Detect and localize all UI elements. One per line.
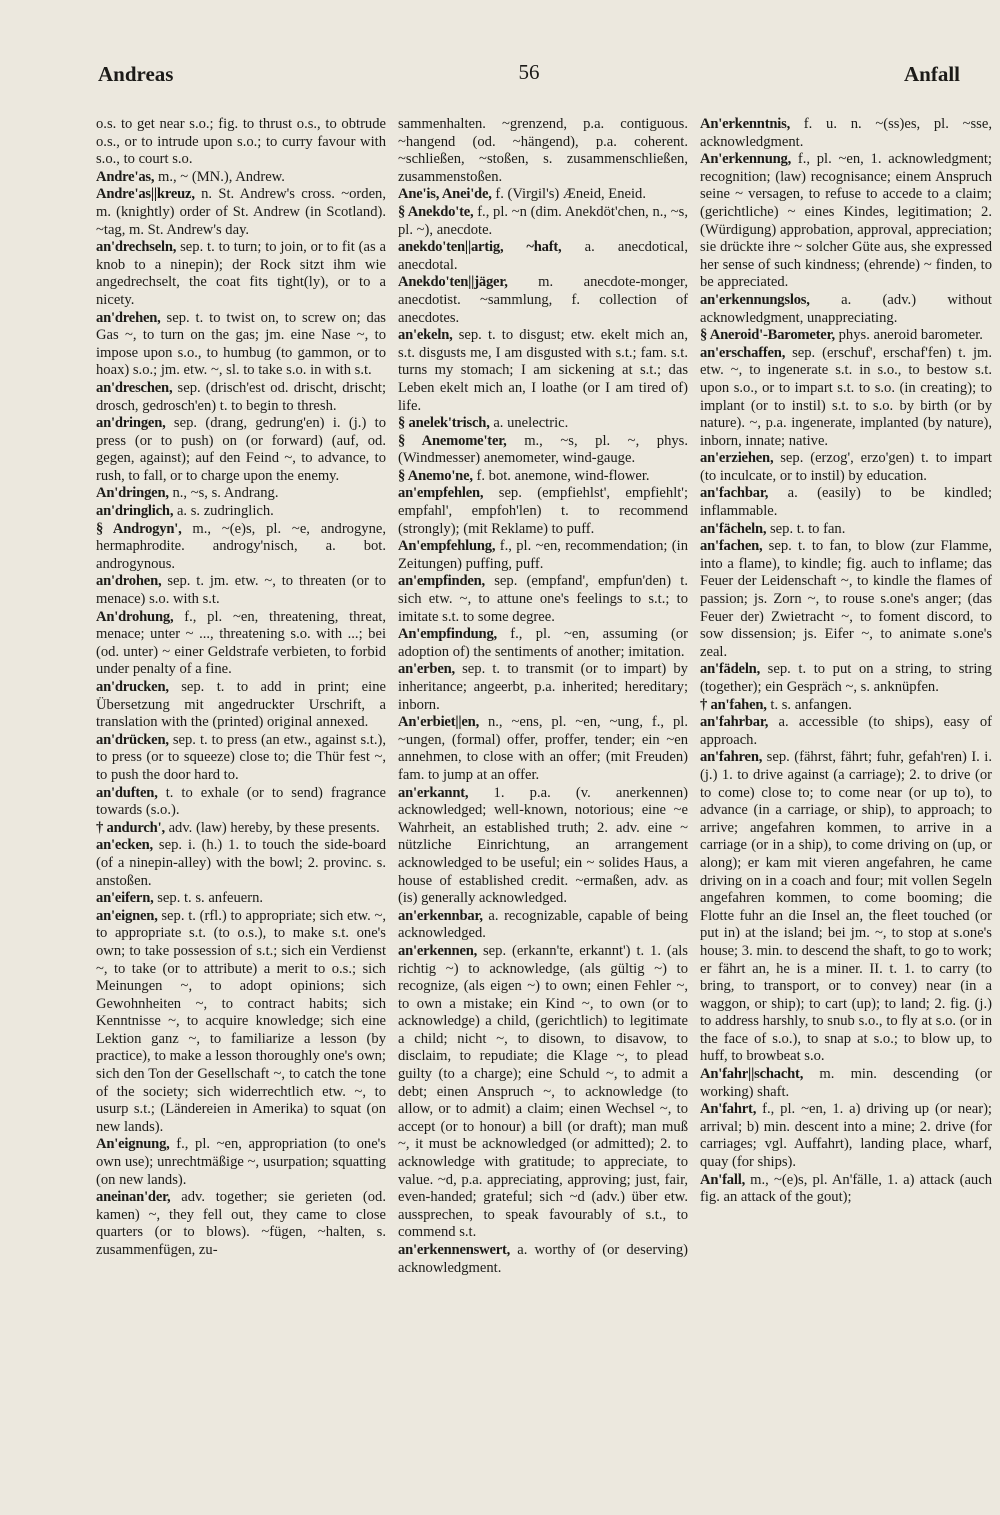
entry-definition: sammenhalten. ~grenzend, p.a. contiguous. ~hangend (od. ~hängend), p.a. coherent. ~schließen, ~stoßen, s. zusammenschließen, zusammenstoßen. xyxy=(398,116,688,185)
dictionary-entry xyxy=(96,609,386,679)
entry-headword: An'dringen, xyxy=(96,485,169,502)
entry-definition: f. bot. anemone, wind-flower. xyxy=(476,467,650,484)
entry-definition: sep. t. (rfl.) to appropriate; sich etw. ~, to appropriate s.t. (to o.s.), to make s.t. one's own; to take possession of s.t.; sich ein Verdienst ~, to take (or to attribute) a merit to o.s.; sich Meinungen ~, to adopt opinions; sich Gewohnheiten ~, to contract habits; sich Kenntnisse ~, to acquire knowledge; sich eine Lektion ganz ~, to familiarize a lesson (by practice), to make a lesson thoroughly one's own; sich den Ton der Gesellschaft ~, to catch the tone of the society; sich widerrechtlich etw. ~, to usurp s.t.; (Ländereien in Amerika) to squat (on new lands). xyxy=(96,907,386,1135)
entry-definition: a. s. zudringlich. xyxy=(176,503,274,520)
dictionary-entry xyxy=(398,204,688,239)
entry-definition: f., pl. ~n (dim. Anekdöt'chen, n., ~s, pl. ~), anecdote. xyxy=(398,203,688,238)
dictionary-entry xyxy=(398,626,688,661)
entry-definition: f., pl. ~en, 1. acknowledgment; recognition; (law) recognisance; einem Anspruch seine ~ versagen, to refuse to accede to a claim; (gerichtliche) ~ eines Kindes, legitimation; 2. (Würdigung) approbation, approval, appreciation; sie drückte ihre ~ solcher Güte aus, she expressed her sense of such kindness; (ehrende) ~ finden, to be appreciated. xyxy=(700,151,992,291)
entry-definition: sep. t. to twist on, to screw on; das Gas ~, to turn on the gas; jm. eine Nase ~, to impose upon s.o., to humbug (to gammon, or to hoax) s.o.; jm. etw. ~, sl. to take s.o. in with s.t. xyxy=(96,309,386,379)
entry-headword: an'fachen, xyxy=(700,538,763,555)
entry-definition: a. recognizable, capable of being acknowledged. xyxy=(398,907,688,942)
entry-headword: An'drohung, xyxy=(96,608,174,625)
entry-headword: anekdo'ten||artig, ~haft, xyxy=(398,239,562,256)
dictionary-entry xyxy=(398,239,688,274)
entry-definition: sep. (fährst, fährt; fuhr, gefah'ren) I. i. (j.) 1. to drive against (a carriage); 2. to drive (or to come) close to; to come near (or up to), to advance (in a carriage, or ship), to approach; to arrive; angefahren kommen, to arrive in a carriage (or in a ship), to come driving on (up, or along); er kam mit vieren angefahren, he came driving on in a coach and four; mit vollen Segeln angefahren kommen, to come booming; die Flotte fuhr an die Insel an, the fleet touched (or put in) at the island; bei jm. ~, to stop at s.one's house; 3. min. to descend the shaft, to go to work; er fährt an, he is a miner. II. t. 1. to carry (to bring, to transport, or to convey) near (in a waggon, or ship); to cart (up); to land; 2. fig. (j.) to address harshly, to snub s.o., to fly at s.o. (or in the face of s.o.), to snap at s.o.; to blow up, to huff, to browbeat s.o. xyxy=(700,749,992,1065)
entry-definition: sep. t. to turn; to join, or to fit (as a knob to a ninepin); der Rock sitzt ihm wie angedrechselt, the coat fits tight(ly), or to a nicety. xyxy=(96,239,386,308)
entry-definition: sep. t. to fan, to blow (zur Flamme, into a flame), to kindle; fig. auch to inflame; das Feuer der Leidenschaft ~, to kindle the flames of passion; js. Zorn ~, to rouse s.one's anger; (das Feuer der) Zwietracht ~, to foment discord, to sow dissension; js. Eifer ~, to animate s.one's zeal. xyxy=(700,538,992,660)
dictionary-entry xyxy=(700,450,992,485)
dictionary-entry xyxy=(96,837,386,890)
entry-definition: a. (adv.) without acknowledgment, unappreciating. xyxy=(700,291,992,326)
dictionary-entry xyxy=(398,573,688,626)
dictionary-entry xyxy=(398,1242,688,1277)
entry-definition: a. unelectric. xyxy=(493,415,569,432)
entry-definition: a. accessible (to ships), easy of approach. xyxy=(700,714,992,748)
dictionary-entry xyxy=(700,538,992,661)
dictionary-entry xyxy=(700,661,992,696)
entry-headword: § Aneroid'-Barometer, xyxy=(700,327,835,344)
dictionary-entry xyxy=(398,485,688,538)
dictionary-entry xyxy=(700,345,992,451)
entry-definition: sep. t. to transmit (or to impart) by inheritance; angeerbt, p.a. inherited; hereditary; inborn. xyxy=(398,661,688,713)
entry-definition: sep. t. to add in print; eine Übersetzung mit angedruckter Urschrift, a translation with the (printed) original annexed. xyxy=(96,679,386,731)
dictionary-entry xyxy=(700,116,992,151)
dictionary-entry xyxy=(96,503,386,521)
entry-headword: an'dringen, xyxy=(96,415,166,432)
entry-definition: m., ~(e)s, pl. An'fälle, 1. a) attack (auch fig. an attack of the gout); xyxy=(700,1171,992,1206)
entry-definition: phys. aneroid barometer. xyxy=(838,327,983,344)
entry-headword: an'erschaffen, xyxy=(700,344,786,361)
entry-headword: † andurch', xyxy=(96,819,165,836)
page-header xyxy=(98,60,960,94)
entry-definition: m., ~s, pl. ~, phys. (Windmesser) anemometer, wind-gauge. xyxy=(398,432,688,467)
entry-definition: sep. i. (h.) 1. to touch the side-board (of a ninepin-alley) with the bowl; 2. provinc. s. anstoßen. xyxy=(96,837,387,889)
dictionary-entry xyxy=(700,749,992,1066)
entry-definition: sep. (erzog', erzo'gen) t. to impart (to inculcate, or to instil) by education. xyxy=(700,450,992,484)
dictionary-entry xyxy=(96,785,386,820)
entry-headword: Andre'as, xyxy=(96,168,155,185)
entry-definition: sep. t. to fan. xyxy=(769,520,846,537)
entry-headword: an'erkennen, xyxy=(398,942,478,959)
entry-definition: f. (Virgil's) Æneid, Eneid. xyxy=(495,186,646,203)
dictionary-entry xyxy=(96,732,386,785)
entry-definition: f., pl. ~en, threatening, threat, menace; unter ~ ..., threatening s.o. with ...; bei (od. unter) ~ einer Geldstrafe verbieten, to forbid under penalty of a fine. xyxy=(96,608,387,678)
entry-headword: aneinan'der, xyxy=(96,1189,171,1206)
entry-headword: an'drehen, xyxy=(96,309,161,326)
entry-headword: an'fächeln, xyxy=(700,520,767,537)
dictionary-entry xyxy=(700,485,992,520)
entry-headword: an'eignen, xyxy=(96,907,158,924)
entry-definition: f., pl. ~en, 1. a) driving up (or near); arrival; b) min. descent into a mine; 2. drive (for carriages; vgl. Auffahrt), landing place, wharf, quay (for ships). xyxy=(700,1101,992,1171)
entry-definition: sep. t. to press (an etw., against s.t.), to press (or to squeeze) close to; die Thür fest ~, to push the door hard to. xyxy=(96,731,386,783)
entry-definition: t. s. anfangen. xyxy=(770,696,852,713)
entry-headword: § Anekdo'te, xyxy=(398,203,474,220)
entry-definition: sep. (erkann'te, erkannt') t. 1. (als richtig ~) to acknowledge, (als gültig ~) to recognize, (als eigen ~) to own; einen Fehler ~, to own a mistake; ein Kind ~, to own (or to acknowledge) a child, (gerichtlich) to legitimate a child; nicht ~, to disown, to disavow, to disclaim, to repudiate; die Klage ~, to plead guilty (to a charge); eine Schuld ~, to admit a debt; einen Anspruch ~, to acknowledge (to allow, or to admit) a claim; einen Wechsel ~, to accept (or to honour) a bill (or draft); man muß ~, it must be acknowledged (or admitted); 2. to acknowledge with gratitude; to appreciate, to value. ~d, p.a. appreciating, approving; just, fair, even-handed; grateful; sich ~d (adv.) über etw. aussprechen, to speak favourably of s.t., to commend s.t. xyxy=(398,942,688,1241)
dictionary-entry xyxy=(700,292,992,327)
entry-definition: a. worthy of (or deserving) acknowledgment. xyxy=(398,1242,688,1276)
dictionary-entry xyxy=(398,468,688,486)
dictionary-entry xyxy=(700,697,992,715)
dictionary-entry xyxy=(96,380,386,415)
column-3 xyxy=(700,116,992,1207)
dictionary-entry xyxy=(96,485,386,503)
entry-definition: n., ~ens, pl. ~en, ~ung, f., pl. ~ungen, (formal) offer, proffer, tender; ein ~en annehmen, to close with an offer; (mit Freuden) fam. to jump at an offer. xyxy=(398,714,688,783)
entry-definition: adv. (law) hereby, by these presents. xyxy=(168,819,380,836)
entry-headword: An'eignung, xyxy=(96,1136,170,1153)
entry-definition: a. (easily) to be kindled; inflammable. xyxy=(700,485,992,520)
dictionary-entry xyxy=(96,169,386,187)
dictionary-entry xyxy=(398,908,688,943)
entry-headword: an'empfehlen, xyxy=(398,485,484,502)
entry-headword: An'empfehlung, xyxy=(398,538,496,555)
dictionary-entry xyxy=(398,943,688,1242)
dictionary-entry xyxy=(700,521,992,539)
entry-headword: an'erben, xyxy=(398,661,455,678)
entry-headword: § Anemo'ne, xyxy=(398,467,473,484)
entry-headword: † an'fahen, xyxy=(700,696,767,713)
entry-definition: f., pl. ~en, appropriation (to one's own use); unrechtmäßige ~, usurpation; squatting (on new lands). xyxy=(96,1136,386,1188)
dictionary-entry xyxy=(96,820,386,838)
entry-headword: An'erbiet||en, xyxy=(398,714,480,731)
entry-headword: an'drechseln, xyxy=(96,239,177,256)
entry-definition: f., pl. ~en, assuming (or adoption of) the sentiments of another; imitation. xyxy=(398,626,688,660)
entry-headword: An'fahr||schacht, xyxy=(700,1066,804,1083)
entry-definition: m., ~(e)s, pl. ~e, androgyne, hermaphrodite. androgy'nisch, a. bot. androgynous. xyxy=(96,520,386,572)
entry-headword: an'fachbar, xyxy=(700,485,769,502)
entry-headword: an'dringlich, xyxy=(96,503,174,520)
dictionary-entry xyxy=(700,1101,992,1171)
entry-definition: f., pl. ~en, recommendation; (in Zeitungen) puffing, puff. xyxy=(398,538,688,572)
dictionary-entry xyxy=(96,186,386,239)
page-number: 56 xyxy=(518,60,540,84)
dictionary-entry xyxy=(96,310,386,380)
entry-headword: an'erkennungslos, xyxy=(700,291,810,308)
entry-headword: an'ekeln, xyxy=(398,327,453,344)
right-guideword: Anfall xyxy=(903,62,960,86)
entry-definition: f. u. n. ~(ss)es, pl. ~sse, acknowledgment. xyxy=(700,116,992,150)
dictionary-entry xyxy=(398,714,688,784)
entry-definition: sep. t. to put on a string, to string (together); ein Gespräch ~, s. anknüpfen. xyxy=(700,661,992,695)
dictionary-entry xyxy=(700,1172,992,1207)
entry-definition: sep. t. jm. etw. ~, to threaten (or to menace) s.o. with s.t. xyxy=(96,573,387,608)
entry-definition: sep. (empfiehlst', empfiehlt'; empfahl', empfoh'len) t. to recommend (strongly); (mit Reklame) to puff. xyxy=(398,485,688,537)
left-guideword: Andreas xyxy=(98,62,174,86)
entry-headword: an'fahrbar, xyxy=(700,714,769,731)
dictionary-entry xyxy=(398,538,688,573)
dictionary-entry xyxy=(398,785,688,908)
entry-headword: § Anemome'ter, xyxy=(398,432,507,449)
entry-headword: § Androgyn', xyxy=(96,520,182,537)
dictionary-entry xyxy=(398,661,688,714)
entry-headword: an'fahren, xyxy=(700,749,763,766)
dictionary-entry xyxy=(398,116,688,186)
entry-definition: o.s. to get near s.o.; fig. to thrust o.s., to obtrude o.s., or to intrude upon s.o.; to curry favour with s.o., to court s.o. xyxy=(96,116,386,168)
entry-definition: sep. (empfand', empfun'den) t. sich etw. ~, to attune one's feelings to s.t.; to imitate s.t. to some degree. xyxy=(398,573,688,625)
entry-definition: 1. p.a. (v. anerkennen) acknowledged; well-known, notorious; eine ~e Wahrheit, an established truth; 2. adv. eine ~ nützliche Einrichtung, an arrangement acknowledged to be useful; ein ~ solides Haus, a house of established credit. ~ermaßen, adv. as (is) generally acknowledged. xyxy=(398,784,688,907)
entry-headword: an'drohen, xyxy=(96,573,162,590)
entry-headword: an'empfinden, xyxy=(398,573,486,590)
dictionary-entry xyxy=(700,151,992,292)
entry-definition: sep. (drang, gedrung'en) i. (j.) to press (or to push) on (or forward) (auf, od. gegen, against); auf den Feind ~, to advance, to rush, to fall, or to charge upon the enemy. xyxy=(96,415,386,484)
entry-definition: n. St. Andrew's cross. ~orden, m. (knightly) order of St. Andrew (in Scotland). ~tag, m. St. Andrew's day. xyxy=(96,186,386,238)
dictionary-entry xyxy=(96,116,386,169)
entry-headword: an'duften, xyxy=(96,784,158,801)
dictionary-entry xyxy=(96,890,386,908)
dictionary-entry xyxy=(96,908,386,1137)
dictionary-columns xyxy=(96,116,992,1496)
dictionary-entry xyxy=(398,327,688,415)
dictionary-entry xyxy=(96,573,386,608)
dictionary-entry xyxy=(96,415,386,485)
entry-definition: sep. t. to disgust; etw. ekelt mich an, s.t. disgusts me, I am disgusted with s.t.; fam. s.t. turns my stomach; I am sickening at s.t.; das Leben ekelt mich an, I loathe (or I am tired of) life. xyxy=(398,327,688,414)
entry-headword: an'erkannt, xyxy=(398,784,469,801)
dictionary-entry xyxy=(398,415,688,433)
entry-headword: Ane'is, Anei'de, xyxy=(398,186,492,203)
entry-definition: a. anecdotical, anecdotal. xyxy=(398,239,688,273)
dictionary-entry xyxy=(700,714,992,749)
dictionary-entry xyxy=(398,186,688,204)
entry-headword: an'eifern, xyxy=(96,890,154,907)
entry-definition: sep. t. s. anfeuern. xyxy=(157,890,264,907)
entry-headword: Anekdo'ten||jäger, xyxy=(398,274,508,291)
entry-definition: m. anecdote-monger, anecdotist. ~sammlung, f. collection of anecdotes. xyxy=(398,274,688,326)
column-1 xyxy=(96,116,386,1260)
entry-headword: An'erkennung, xyxy=(700,151,792,168)
entry-definition: m., ~ (MN.), Andrew. xyxy=(158,168,285,185)
entry-headword: an'erziehen, xyxy=(700,450,774,467)
dictionary-entry xyxy=(96,239,386,309)
entry-definition: t. to exhale (or to send) fragrance towards (s.o.). xyxy=(96,784,386,819)
entry-headword: An'fall, xyxy=(700,1171,746,1188)
entry-definition: sep. (erschuf', erschaf'fen) t. jm. etw. ~, to ingenerate s.t. in s.o., to bestow s.t. upon s.o., or to impart s.t. to s.o. (in creating); to implant (or to instil) s.t. to s.o. by birth (or by nature). ~, p.a. ingenerate, implanted (by nature), inborn, innate; native. xyxy=(700,344,992,449)
entry-definition: n., ~s, s. Andrang. xyxy=(172,485,279,502)
entry-definition: adv. together; sie gerieten (od. kamen) ~, they fell out, they came to close quarters (or to blows). ~fügen, ~halten, s. zusammenfügen, zu- xyxy=(96,1189,387,1258)
dictionary-entry xyxy=(96,1189,386,1259)
dictionary-entry xyxy=(700,327,992,345)
entry-headword: an'erkennenswert, xyxy=(398,1242,511,1258)
dictionary-entry xyxy=(398,433,688,468)
entry-headword: an'dreschen, xyxy=(96,379,173,396)
dictionary-entry xyxy=(96,679,386,732)
entry-headword: an'drücken, xyxy=(96,731,169,748)
dictionary-entry xyxy=(96,521,386,574)
entry-headword: an'drucken, xyxy=(96,679,169,695)
entry-headword: an'fädeln, xyxy=(700,661,761,678)
dictionary-entry xyxy=(398,274,688,327)
entry-headword: an'erkennbar, xyxy=(398,907,483,924)
column-2 xyxy=(398,116,688,1277)
entry-headword: An'fahrt, xyxy=(700,1101,757,1118)
entry-headword: an'ecken, xyxy=(96,837,153,854)
entry-headword: § anelek'trisch, xyxy=(398,415,490,432)
entry-headword: An'erkenntnis, xyxy=(700,116,791,132)
dictionary-entry xyxy=(96,1136,386,1189)
dictionary-entry xyxy=(700,1066,992,1101)
entry-definition: sep. (drisch'est od. drischt, drischt; drosch, gedrosch'en) t. to begin to thresh. xyxy=(96,379,386,414)
entry-headword: An'empfindung, xyxy=(398,626,497,643)
entry-definition: m. min. descending (or working) shaft. xyxy=(700,1066,992,1100)
entry-headword: Andre'as||kreuz, xyxy=(96,186,195,203)
